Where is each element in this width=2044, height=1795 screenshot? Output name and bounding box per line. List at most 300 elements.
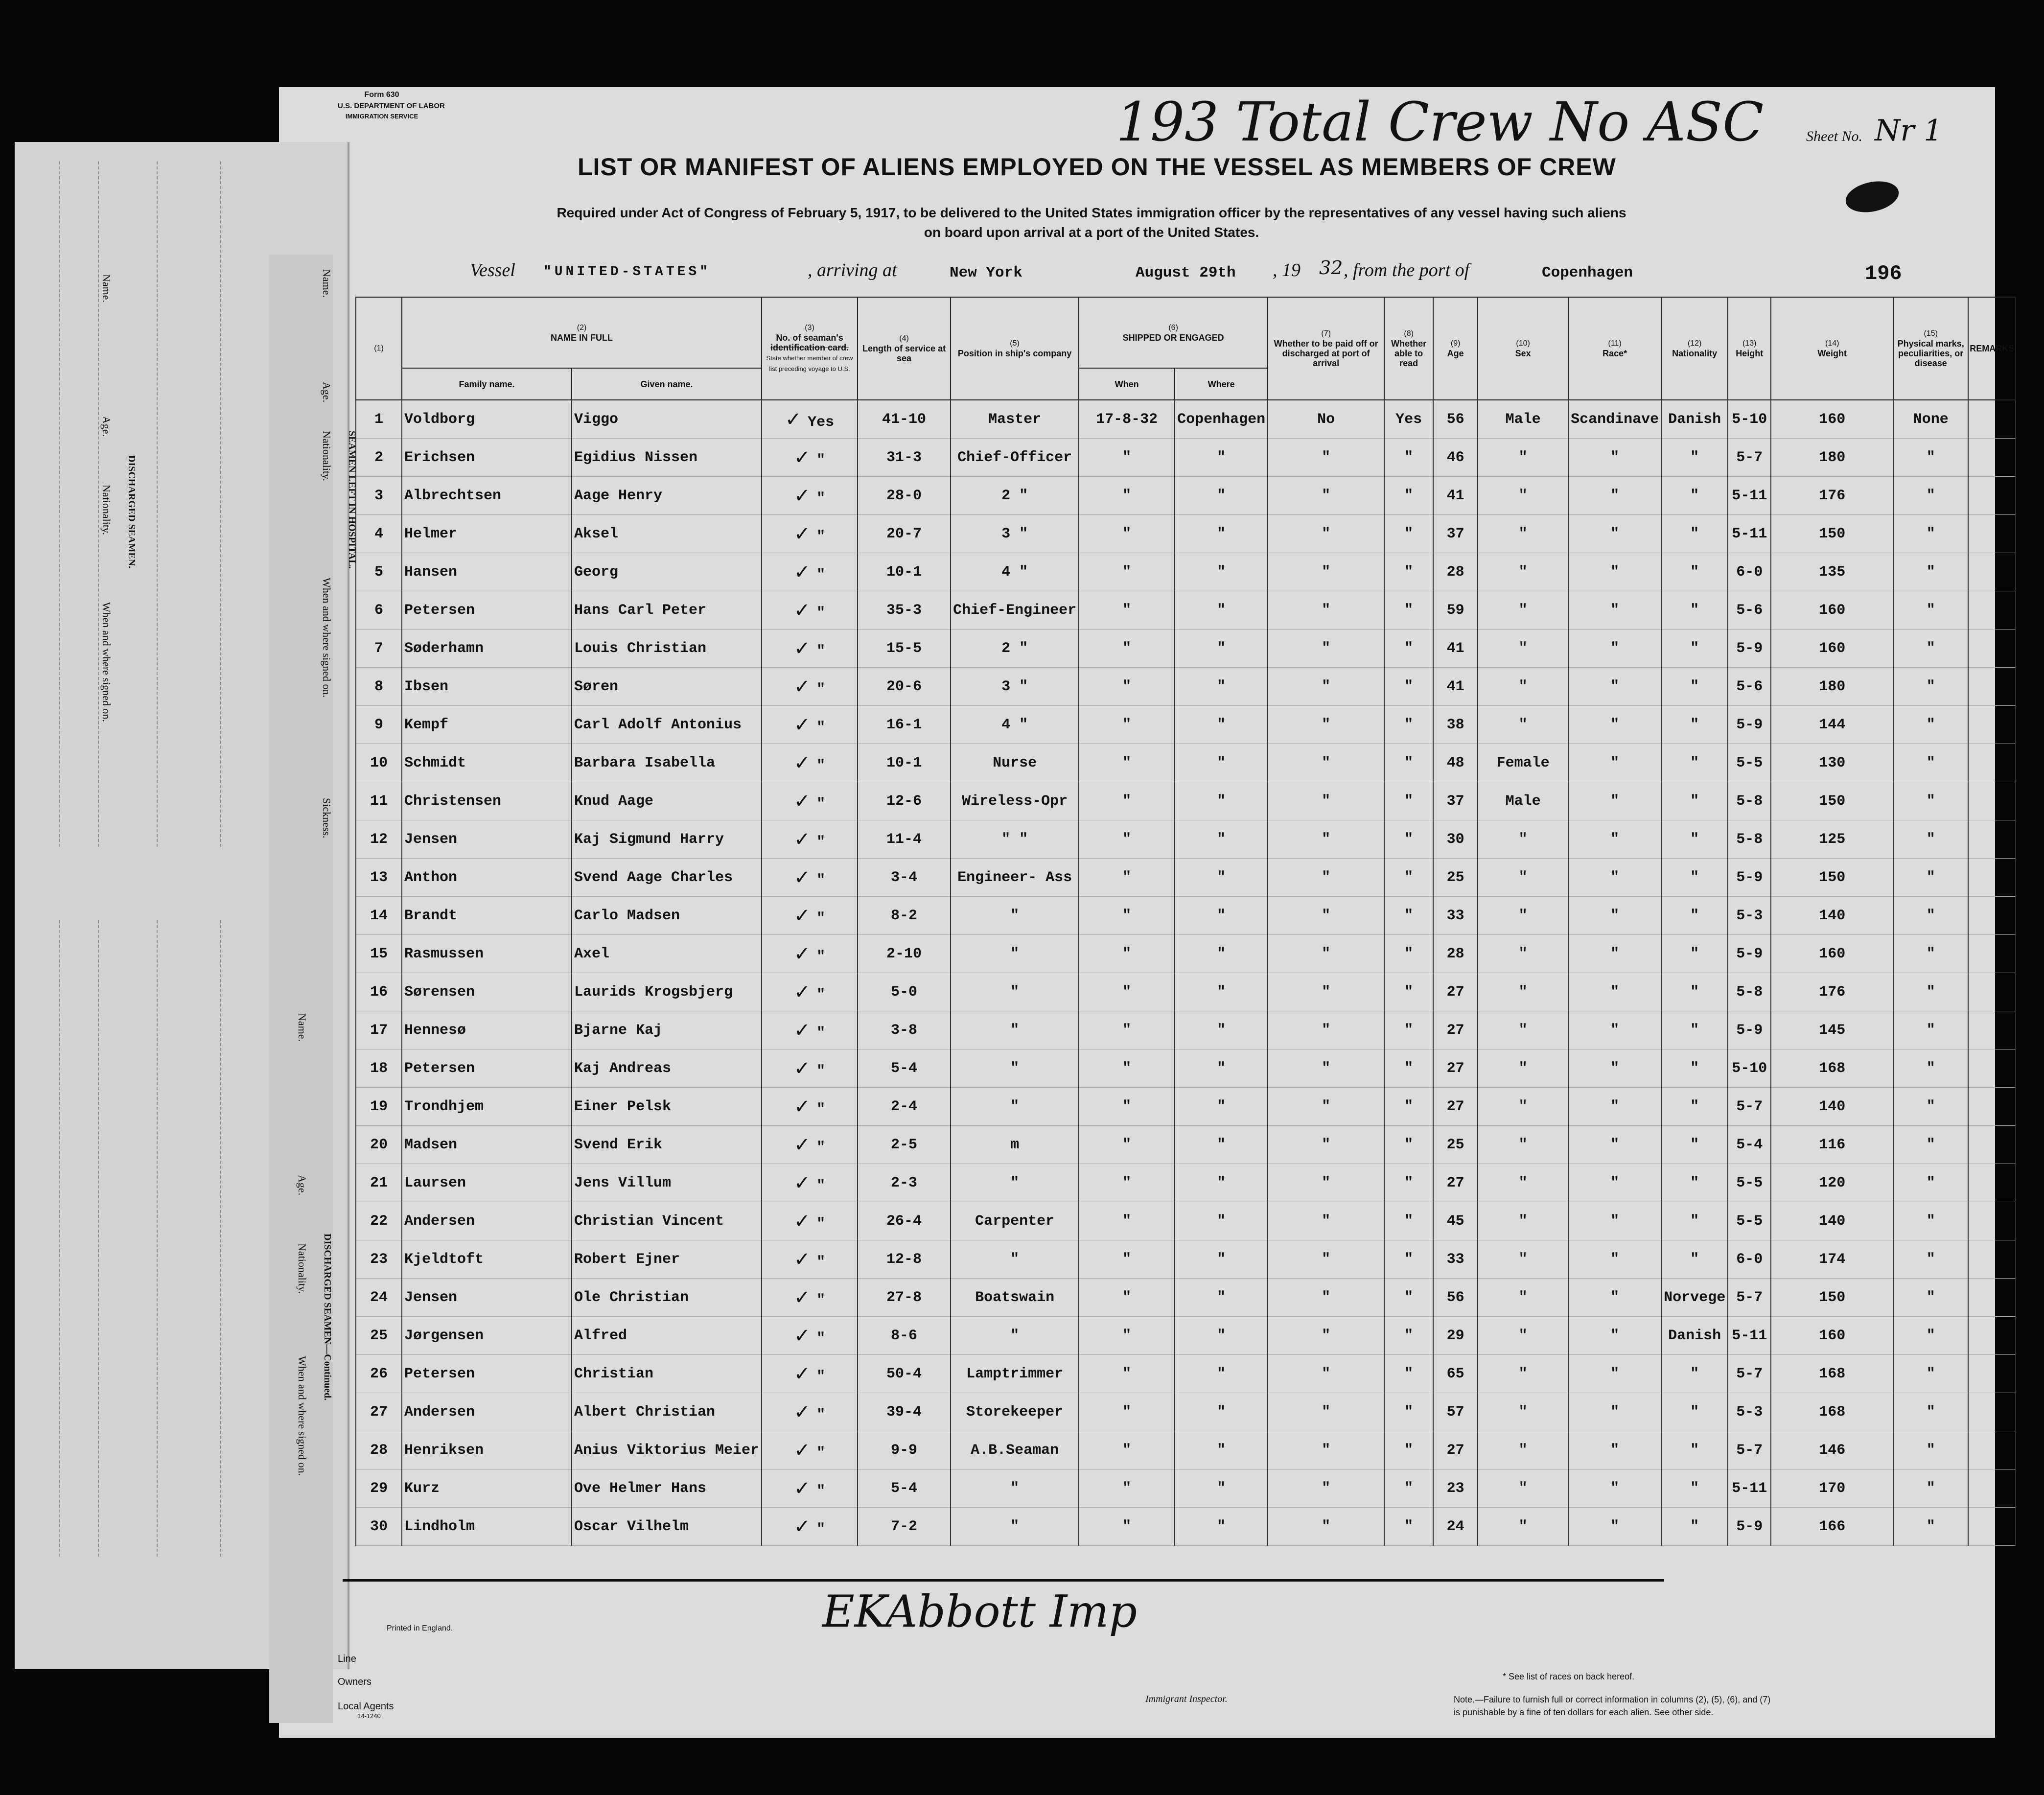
family-name-cell: Christensen [402,782,572,820]
age-cell: 37 [1433,782,1478,820]
shipped-where-cell: " [1175,782,1268,820]
able-to-read-cell: " [1384,1469,1433,1508]
flap-label-age-3: Age. [296,1175,308,1196]
family-name-cell: Brandt [402,897,572,935]
position-cell: " [951,1240,1079,1279]
sex-cell: " [1478,1126,1568,1164]
service-length-cell: 35-3 [858,591,951,629]
weight-cell: 160 [1771,629,1893,668]
row-number-cell: 29 [356,1469,402,1508]
weight-cell: 140 [1771,897,1893,935]
family-name-cell: Ibsen [402,668,572,706]
table-row [356,1393,2016,1431]
paid-off-cell: " [1268,1508,1384,1546]
shipped-when-cell: " [1079,1279,1175,1317]
nationality-cell: " [1661,629,1728,668]
weight-cell: 145 [1771,1011,1893,1049]
table-row [356,973,2016,1011]
weight-cell: 160 [1771,1317,1893,1355]
age-cell: 41 [1433,629,1478,668]
able-to-read-cell: " [1384,935,1433,973]
shipped-where-cell: " [1175,1126,1268,1164]
paid-off-cell: " [1268,629,1384,668]
crew-rows [356,400,2016,1546]
shipped-when-cell: " [1079,782,1175,820]
weight-cell: 160 [1771,400,1893,439]
position-cell: 3 " [951,515,1079,553]
family-name-cell: Helmer [402,515,572,553]
check-mark-icon: ✓ [793,560,817,583]
sex-cell: " [1478,629,1568,668]
table-row [356,629,2016,668]
shipped-where-cell: " [1175,744,1268,782]
card-status-cell: ✓ " [762,553,858,591]
race-cell: " [1568,1393,1661,1431]
age-cell: 30 [1433,820,1478,859]
able-to-read-cell: " [1384,1240,1433,1279]
race-cell: " [1568,591,1661,629]
height-cell: 5-8 [1728,820,1771,859]
arriving-label: , arriving at [808,260,897,280]
remarks-cell [1968,1126,2016,1164]
shipped-when-cell: " [1079,629,1175,668]
able-to-read-cell: " [1384,1011,1433,1049]
family-name-cell: Jensen [402,1279,572,1317]
remarks-cell [1968,1240,2016,1279]
height-cell: 5-5 [1728,1202,1771,1240]
age-cell: 46 [1433,439,1478,477]
height-cell: 5-6 [1728,591,1771,629]
sex-cell: " [1478,668,1568,706]
shipped-where-cell: " [1175,1202,1268,1240]
position-cell: " [951,1469,1079,1508]
check-mark-icon: ✓ [793,1248,817,1271]
shipped-where-cell: " [1175,897,1268,935]
family-name-cell: Henriksen [402,1431,572,1469]
check-mark-icon: ✓ [793,675,817,698]
table-row [356,859,2016,897]
position-cell: Chief-Officer [951,439,1079,477]
flap-heading-hospital: SEAMEN LEFT IN HOSPITAL. [347,431,357,569]
weight-cell: 140 [1771,1202,1893,1240]
physical-marks-cell: " [1893,782,1968,820]
race-cell: Scandinave [1568,400,1661,439]
service-length-cell: 5-4 [858,1049,951,1088]
physical-marks-cell: None [1893,400,1968,439]
col-number-header: (1) [356,297,402,400]
table-row [356,515,2016,553]
service-length-cell: 39-4 [858,1393,951,1431]
weight-header: (14) Weight [1771,297,1893,400]
flap-label-name: Name. [100,274,113,303]
position-cell: " [951,1049,1079,1088]
service-length-cell: 11-4 [858,820,951,859]
sex-cell: " [1478,1508,1568,1546]
shipped-when-cell: " [1079,1508,1175,1546]
shipped-where-cell: " [1175,477,1268,515]
position-cell: Lamptrimmer [951,1355,1079,1393]
nationality-cell: " [1661,668,1728,706]
service-length-cell: 27-8 [858,1279,951,1317]
sex-cell: " [1478,1393,1568,1431]
able-to-read-cell: " [1384,1049,1433,1088]
sex-cell: " [1478,973,1568,1011]
able-to-read-cell: " [1384,973,1433,1011]
race-cell: " [1568,973,1661,1011]
service-length-header: (4) Length of service at sea [858,297,951,400]
printed-in: Printed in England. [387,1624,453,1632]
remarks-cell [1968,439,2016,477]
given-name-cell: Søren [572,668,762,706]
nationality-cell: " [1661,1011,1728,1049]
age-cell: 56 [1433,1279,1478,1317]
row-number-cell: 14 [356,897,402,935]
given-name-header: Given name. [572,368,762,400]
row-number-cell: 5 [356,553,402,591]
sex-cell: " [1478,1279,1568,1317]
table-row [356,668,2016,706]
row-number-cell: 8 [356,668,402,706]
race-cell: " [1568,859,1661,897]
flap-ruling [98,162,99,847]
card-status-cell: ✓ " [762,439,858,477]
position-cell: Engineer- Ass [951,859,1079,897]
weight-cell: 168 [1771,1355,1893,1393]
paid-off-cell: " [1268,1355,1384,1393]
nationality-cell: " [1661,1508,1728,1546]
age-cell: 28 [1433,553,1478,591]
age-cell: 28 [1433,935,1478,973]
table-row [356,1317,2016,1355]
position-cell: Nurse [951,744,1079,782]
remarks-cell [1968,477,2016,515]
remarks-cell [1968,782,2016,820]
card-status-cell: ✓ " [762,706,858,744]
race-cell: " [1568,1049,1661,1088]
remarks-cell [1968,1279,2016,1317]
shipped-where-cell: " [1175,1431,1268,1469]
family-name-cell: Hennesø [402,1011,572,1049]
shipped-when-cell: " [1079,591,1175,629]
remarks-cell [1968,1508,2016,1546]
where-header: Where [1175,368,1268,400]
remarks-cell [1968,629,2016,668]
row-number-cell: 3 [356,477,402,515]
family-name-cell: Sørensen [402,973,572,1011]
position-cell: " [951,935,1079,973]
physical-marks-cell: " [1893,515,1968,553]
given-name-cell: Robert Ejner [572,1240,762,1279]
card-status-cell: ✓ " [762,629,858,668]
given-name-cell: Knud Aage [572,782,762,820]
height-cell: 5-11 [1728,515,1771,553]
position-header: (5) Position in ship's company [951,297,1079,400]
race-cell: " [1568,935,1661,973]
sex-cell: " [1478,439,1568,477]
given-name-cell: Svend Erik [572,1126,762,1164]
flap-label-age-2: Age. [321,382,333,403]
departure-port: Copenhagen [1542,264,1633,281]
shipped-where-cell: " [1175,1240,1268,1279]
race-cell: " [1568,897,1661,935]
table-row [356,706,2016,744]
nationality-cell: " [1661,706,1728,744]
position-cell: Wireless-Opr [951,782,1079,820]
family-name-cell: Madsen [402,1126,572,1164]
check-mark-icon: ✓ [793,522,817,545]
card-status-cell: ✓ " [762,897,858,935]
check-mark-icon: ✓ [793,1133,817,1156]
shipped-when-cell: " [1079,668,1175,706]
row-number-cell: 16 [356,973,402,1011]
family-name-cell: Erichsen [402,439,572,477]
sex-cell: " [1478,859,1568,897]
shipped-when-cell: " [1079,973,1175,1011]
shipped-when-cell: " [1079,1126,1175,1164]
sex-cell: " [1478,1202,1568,1240]
physical-marks-cell: " [1893,1279,1968,1317]
nationality-cell: " [1661,553,1728,591]
row-number-cell: 30 [356,1508,402,1546]
family-name-cell: Kempf [402,706,572,744]
check-mark-icon: ✓ [793,1171,817,1194]
weight-cell: 150 [1771,859,1893,897]
nationality-cell: " [1661,1202,1728,1240]
paid-off-cell: " [1268,782,1384,820]
row-number-cell: 13 [356,859,402,897]
from-port-label: , from the port of [1344,260,1470,280]
position-cell: Boatswain [951,1279,1079,1317]
weight-cell: 168 [1771,1393,1893,1431]
able-to-read-cell: " [1384,859,1433,897]
height-cell: 5-3 [1728,897,1771,935]
service-length-cell: 5-4 [858,1469,951,1508]
able-to-read-cell: " [1384,629,1433,668]
shipped-when-cell: 17-8-32 [1079,400,1175,439]
family-name-cell: Laursen [402,1164,572,1202]
physical-marks-cell: " [1893,591,1968,629]
given-name-cell: Kaj Sigmund Harry [572,820,762,859]
physical-marks-cell: " [1893,859,1968,897]
service-length-cell: 12-6 [858,782,951,820]
nationality-cell: " [1661,782,1728,820]
weight-cell: 176 [1771,973,1893,1011]
marks-header: (15) Physical marks, peculiarities, or disease [1893,297,1968,400]
closing-rule [343,1579,1664,1582]
family-name-cell: Andersen [402,1202,572,1240]
age-cell: 57 [1433,1393,1478,1431]
row-number-cell: 19 [356,1088,402,1126]
check-mark-icon: ✓ [793,790,817,813]
family-name-cell: Kjeldtoft [402,1240,572,1279]
physical-marks-cell: " [1893,973,1968,1011]
row-number-cell: 12 [356,820,402,859]
card-status-cell: ✓ " [762,1049,858,1088]
owners-label: Owners [338,1677,372,1687]
age-cell: 33 [1433,897,1478,935]
given-name-cell: Ove Helmer Hans [572,1469,762,1508]
when-header: When [1079,368,1175,400]
table-row [356,820,2016,859]
flap-label-nationality-2: Nationality. [321,431,333,482]
paid-off-cell: No [1268,400,1384,439]
position-cell: Storekeeper [951,1393,1079,1431]
position-cell: " [951,973,1079,1011]
given-name-cell: Axel [572,935,762,973]
service-length-cell: 16-1 [858,706,951,744]
given-name-cell: Carlo Madsen [572,897,762,935]
service-length-cell: 28-0 [858,477,951,515]
remarks-header: REMARKS [1968,297,2016,400]
flap-label-nationality-3: Nationality. [296,1243,308,1294]
arrival-port: New York [950,264,1022,281]
shipped-where-cell: Copenhagen [1175,400,1268,439]
physical-marks-cell: " [1893,477,1968,515]
race-cell: " [1568,744,1661,782]
table-row [356,744,2016,782]
shipped-when-cell: " [1079,1088,1175,1126]
age-cell: 27 [1433,1164,1478,1202]
flap-ruling [220,920,221,1557]
check-mark-icon: ✓ [793,904,817,927]
able-to-read-cell: " [1384,591,1433,629]
position-cell: " [951,1164,1079,1202]
family-name-cell: Petersen [402,591,572,629]
paid-off-header: (7) Whether to be paid off or discharged at port of arrival [1268,297,1384,400]
height-cell: 5-9 [1728,1011,1771,1049]
remarks-cell [1968,515,2016,553]
card-status-cell: ✓ " [762,1240,858,1279]
paid-off-cell: " [1268,820,1384,859]
given-name-cell: Carl Adolf Antonius [572,706,762,744]
position-cell: " [951,1317,1079,1355]
service-length-cell: 12-8 [858,1240,951,1279]
row-number-cell: 28 [356,1431,402,1469]
table-row [356,897,2016,935]
row-number-cell: 9 [356,706,402,744]
physical-marks-cell: " [1893,820,1968,859]
service-length-cell: 2-10 [858,935,951,973]
height-cell: 5-11 [1728,1317,1771,1355]
check-mark-icon: ✓ [785,408,808,431]
physical-marks-cell: " [1893,1088,1968,1126]
able-to-read-cell: " [1384,820,1433,859]
physical-marks-cell: " [1893,629,1968,668]
paid-off-cell: " [1268,1049,1384,1088]
physical-marks-cell: " [1893,1049,1968,1088]
age-cell: 23 [1433,1469,1478,1508]
arrival-date: August 29th [1136,264,1236,281]
paid-off-cell: " [1268,935,1384,973]
inspector-signature: EKAbbott Imp [822,1586,1138,1637]
paid-off-cell: " [1268,859,1384,897]
service-length-cell: 3-4 [858,859,951,897]
height-cell: 5-9 [1728,1508,1771,1546]
able-to-read-cell: " [1384,782,1433,820]
able-to-read-cell: " [1384,1202,1433,1240]
card-header: (3) No. of seaman's identification card. State whether member of crew list preceding voyage to U.S. [762,297,858,400]
remarks-cell [1968,1431,2016,1469]
paid-off-cell: " [1268,477,1384,515]
given-name-cell: Anius Viktorius Meier [572,1431,762,1469]
physical-marks-cell: " [1893,935,1968,973]
height-cell: 5-5 [1728,744,1771,782]
weight-cell: 160 [1771,935,1893,973]
shipped-where-cell: " [1175,1508,1268,1546]
paid-off-cell: " [1268,1469,1384,1508]
position-cell: Chief-Engineer [951,591,1079,629]
given-name-cell: Bjarne Kaj [572,1011,762,1049]
card-status-cell: ✓ " [762,1164,858,1202]
flap-label-name-2: Name. [321,269,333,298]
row-number-cell: 24 [356,1279,402,1317]
race-cell: " [1568,1508,1661,1546]
age-cell: 25 [1433,859,1478,897]
table-row [356,782,2016,820]
nationality-cell: " [1661,591,1728,629]
age-cell: 27 [1433,1049,1478,1088]
age-cell: 29 [1433,1317,1478,1355]
physical-marks-cell: " [1893,1202,1968,1240]
service-length-cell: 20-7 [858,515,951,553]
able-to-read-cell: " [1384,744,1433,782]
remarks-cell [1968,1355,2016,1393]
given-name-cell: Viggo [572,400,762,439]
race-cell: " [1568,1164,1661,1202]
card-status-cell: ✓ " [762,782,858,820]
shipped-where-cell: " [1175,1011,1268,1049]
card-status-cell: ✓ " [762,515,858,553]
arrival-year: 32 [1319,257,1343,279]
able-to-read-cell: " [1384,668,1433,706]
nationality-cell: " [1661,935,1728,973]
service-length-cell: 41-10 [858,400,951,439]
sex-cell: Male [1478,400,1568,439]
table-row [356,591,2016,629]
able-to-read-cell: " [1384,1317,1433,1355]
service-length-cell: 10-1 [858,553,951,591]
shipped-when-cell: " [1079,1469,1175,1508]
remarks-cell [1968,1317,2016,1355]
nationality-cell: " [1661,477,1728,515]
shipped-where-cell: " [1175,973,1268,1011]
remarks-cell [1968,553,2016,591]
nationality-cell: " [1661,1088,1728,1126]
nationality-cell: " [1661,820,1728,859]
weight-cell: 135 [1771,553,1893,591]
shipped-where-cell: " [1175,935,1268,973]
sex-cell: " [1478,553,1568,591]
card-status-cell: ✓ " [762,1317,858,1355]
height-cell: 5-7 [1728,1431,1771,1469]
shipped-when-cell: " [1079,859,1175,897]
shipped-when-cell: " [1079,897,1175,935]
race-cell: " [1568,820,1661,859]
physical-marks-cell: " [1893,1240,1968,1279]
race-cell: " [1568,1431,1661,1469]
flap-label-when-where-3: When and where signed on. [296,1356,308,1476]
page-stamp-number: 196 [1865,262,1902,285]
weight-cell: 166 [1771,1508,1893,1546]
row-number-cell: 15 [356,935,402,973]
age-cell: 45 [1433,1202,1478,1240]
card-status-cell: ✓ Yes [762,400,858,439]
family-name-cell: Albrechtsen [402,477,572,515]
race-cell: " [1568,1355,1661,1393]
remarks-cell [1968,706,2016,744]
race-cell: " [1568,553,1661,591]
given-name-cell: Christian Vincent [572,1202,762,1240]
